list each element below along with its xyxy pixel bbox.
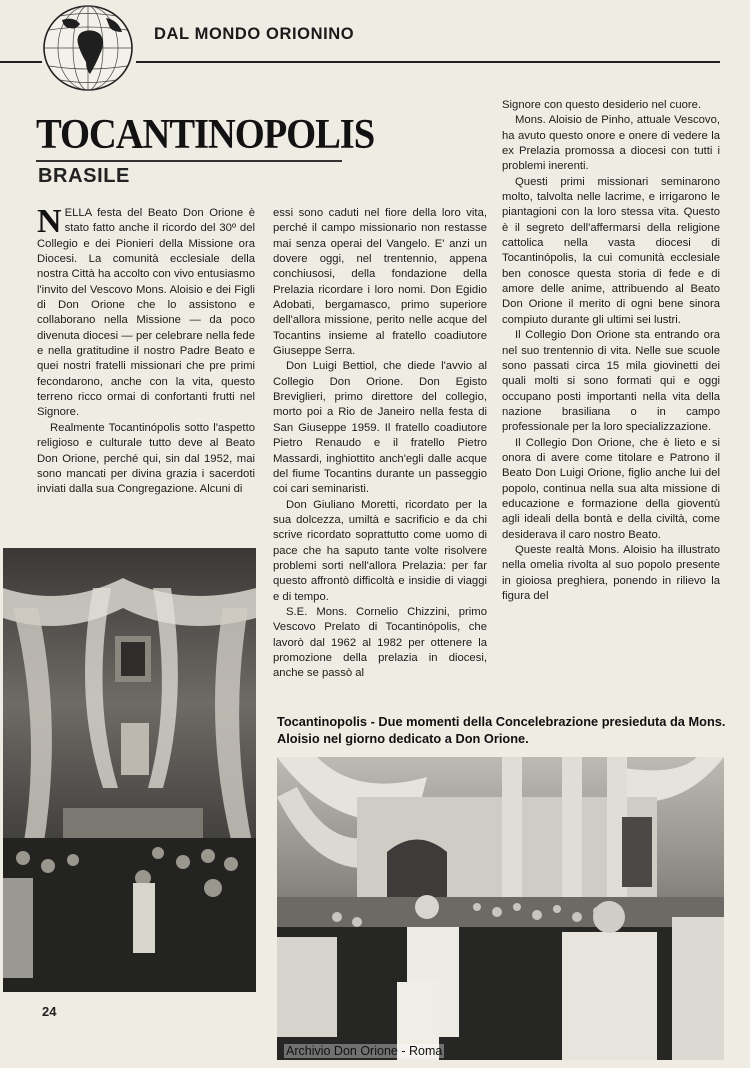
paragraph: S.E. Mons. Cornelio Chizzini, primo Vescovo Prelato di Tocantinópolis, che lavorò dal 1962 al 1982 per ottenere la promozione della prelazia in diocesi, anche se passò al bbox=[273, 605, 487, 680]
header-rule-left bbox=[0, 61, 42, 63]
drop-cap: N bbox=[37, 203, 62, 240]
page-number: 24 bbox=[42, 1004, 57, 1019]
paragraph: Questi primi missionari seminarono molto, talvolta nelle lacrime, e irrigarono le piantagioni con la loro stessa vita. Questo è il segreto dell'affermarsi della religione cattolica nella vasta diocesi di Tocantinópolis, la cui comunità ecclesiale ben conosce questa storia di fede e di amore delle anime, attribuendo al Beato Don Orione il merito di ogni bene sinora compiuto durante gli ultimi sei lustri. bbox=[502, 175, 720, 326]
archive-watermark: Archivio Don Orione - Roma bbox=[286, 1044, 443, 1058]
church-interior-photo-right bbox=[277, 757, 724, 1060]
text-column-2 bbox=[273, 206, 487, 682]
section-label: DAL MONDO ORIONINO bbox=[154, 25, 355, 43]
photo-caption: Tocantinopolis - Due momenti della Concelebrazione presieduta da Mons. Aloisio nel giorno dedicato a Don Orione. bbox=[277, 714, 726, 746]
globe-icon bbox=[40, 2, 136, 94]
article-subtitle: BRASILE bbox=[38, 165, 130, 187]
paragraph: essi sono caduti nel fiore della loro vita, perché il campo missionario non restasse mai senza operai del Vangelo. E' anzi un dovere oggi, nel trentennio, appena conchiusosi, della fondazione della Prelazia ricordare i loro nomi. Don Egidio Adobati, bergamasco, primo superiore dell'allora missione, perito nelle acque del Tocantins insieme al fratello coadiutore Giuseppe Serra. bbox=[273, 207, 487, 358]
paragraph: Signore con questo desiderio nel cuore. bbox=[502, 99, 702, 111]
paragraph: Queste realtà Mons. Aloisio ha illustrato nella omelia rivolta al suo popolo presente in gioiosa preghiera, ponendo in rilievo la figura del bbox=[502, 543, 720, 602]
title-underline bbox=[36, 160, 342, 162]
paragraph: Mons. Aloisio de Pinho, attuale Vescovo, ha avuto questo onore e onere di vedere la ex Prelazia promossa a diocesi con tutti i problemi inerenti. bbox=[502, 114, 720, 173]
paragraph: Il Collegio Don Orione, che è lieto e si onora di avere come titolare e Patrono il Beato Don Luigi Orione, figlio anche lui del popolo, continua nella sua alta missione di educazione e formazione della gioventù agli ideali della bontà e della civiltà, come desiderava il caro nostro Beato. bbox=[502, 436, 720, 541]
paragraph: Don Luigi Bettiol, che diede l'avvio al Collegio Don Orione. Don Egisto Breviglieri, primo direttore del collegio, morto poi a Rio de Janeiro nella festa di San Giuseppe 1959. Il fratello coadiutore Pietro Renaudo e il fratello Pietro Massardi, inghiottito anch'egli dalle acque del fiume Tocantins durante un passeggio coi cari seminaristi. bbox=[273, 360, 487, 496]
paragraph: Il Collegio Don Orione sta entrando ora nel suo trentennio di vita. Nelle sue scuole sono passati circa 15 mila giovinetti dei quali molti si sono formati qui e oggi occupano posti importanti nella vita della nazione brasiliana o in campo professionale per la loro specializzazione. bbox=[502, 329, 720, 434]
paragraph-text: ELLA festa del Beato Don Orione è stato fatto anche il ricordo del 30º del Collegio e dei Pionieri della Missione ora Diocesi. La comunità ecclesiale della nostra Città ha accolto con vivo entusiasmo l'invito del Vescovo Mons. Aloisio e dei Figli di Don Orione che lo assistono e collaborano nella Missione — da poco divenuta diocesi — per celebrare nella fede e nella gratitudine il nostro Padre Beato e quei nostri fratelli missionari che pre primi fecondarono, anche con la vita, questo terreno ricco ormai di confortanti frutti nel Signore. bbox=[37, 207, 255, 419]
paragraph: Don Giuliano Moretti, ricordato per la sua dolcezza, umiltà e sacrificio e da chi scrive ricordato soprattutto come uomo di pace che ha saputo tante volte risolvere problemi sorti nell'allora Prelazia: per far questo affrontò difficoltà e insidie di viaggi e di tempo. bbox=[273, 498, 487, 603]
text-column-1 bbox=[37, 203, 255, 498]
paragraph: Realmente Tocantinópolis sotto l'aspetto religioso e culturale tutto deve al Beato Don Orione, perché qui, sin dal 1952, mai sono mancati per divina grazia i sacerdoti inviati dalla sua Congregazione. Alcuni di bbox=[37, 421, 255, 496]
text-column-3 bbox=[502, 98, 720, 604]
article-title: TOCANTINOPOLIS bbox=[36, 112, 375, 158]
church-interior-photo-left bbox=[3, 548, 256, 992]
header-rule-right bbox=[136, 61, 720, 63]
paragraph bbox=[37, 203, 255, 421]
